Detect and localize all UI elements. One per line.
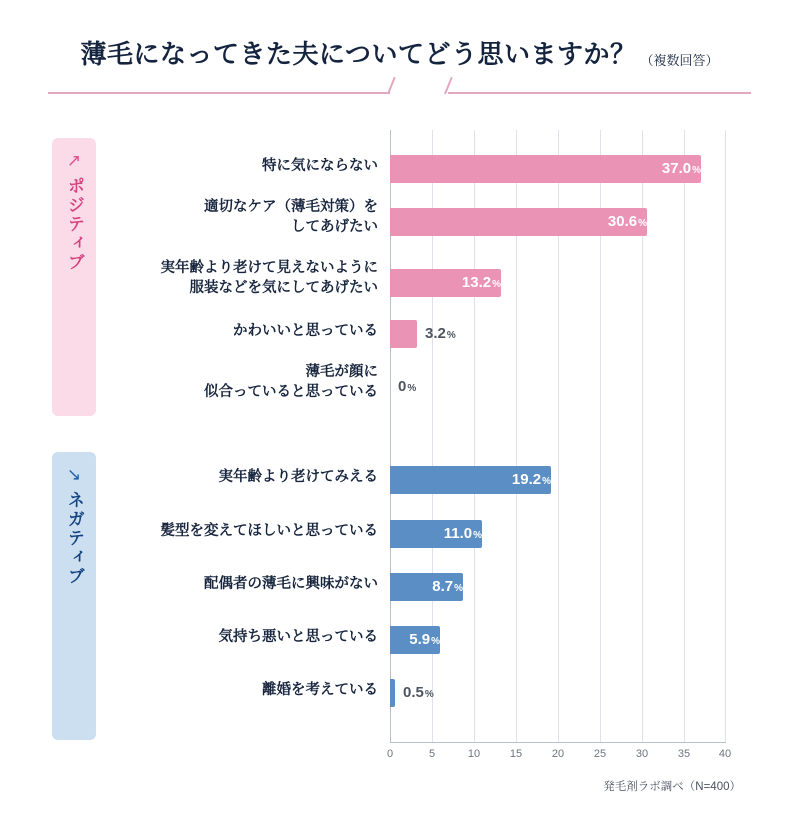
bar-0	[390, 155, 701, 183]
arrow-down-icon: ↘	[66, 465, 82, 484]
percent-sign: %	[424, 689, 434, 700]
bar-value-4: 0%	[398, 378, 417, 395]
divider-notch-left	[387, 77, 396, 94]
bar-9	[390, 679, 395, 707]
bar-value-5: 19.2%	[511, 471, 551, 488]
title-sub-text: （複数回答）	[640, 53, 719, 68]
xtick-30: 30	[635, 748, 649, 760]
arrow-up-icon: ↗	[66, 151, 82, 170]
table-row	[390, 679, 726, 707]
bar-label-7: 配偶者の薄毛に興味がない	[204, 576, 378, 592]
bar-label-5: 実年齢より老けてみえる	[218, 469, 378, 485]
bar-value-8: 5.9%	[409, 631, 440, 648]
xtick-0: 0	[386, 748, 394, 760]
table-row	[390, 373, 726, 401]
table-row	[390, 466, 726, 494]
bar-value-7: 8.7%	[432, 578, 463, 595]
table-row	[390, 626, 726, 654]
bar-value-6: 11.0%	[443, 525, 482, 542]
bar-label-9: 離婚を考えている	[262, 682, 378, 698]
percent-sign: %	[407, 383, 417, 394]
bar-label-6: 髪型を変えてほしいと思っている	[160, 523, 378, 539]
table-row	[390, 520, 726, 548]
divider-right-segment	[448, 92, 751, 94]
xtick-40: 40	[718, 748, 732, 760]
table-row	[390, 320, 726, 348]
xtick-15: 15	[509, 748, 523, 760]
title-main-text: 薄毛になってきた夫についてどう思いますか？	[80, 39, 637, 69]
group-label-negative: ネガティブ	[64, 491, 84, 586]
percent-sign: %	[431, 636, 440, 647]
bar-3	[390, 320, 417, 348]
bar-value-0: 37.0%	[661, 160, 701, 177]
table-row	[390, 269, 726, 297]
percent-sign: %	[492, 279, 501, 290]
xtick-35: 35	[677, 748, 691, 760]
x-axis-line	[390, 742, 726, 743]
percent-sign: %	[542, 476, 551, 487]
chart-header	[0, 0, 799, 100]
table-row	[390, 208, 726, 236]
bar-value-9: 0.5%	[403, 684, 434, 701]
bar-value-2: 13.2%	[461, 274, 501, 291]
group-label-positive: ポジティブ	[64, 177, 84, 272]
chart-area	[0, 100, 799, 800]
percent-sign: %	[454, 583, 463, 594]
bar-value-1: 30.6%	[607, 213, 647, 230]
header-divider	[48, 92, 751, 94]
percent-sign: %	[446, 330, 456, 341]
percent-sign: %	[692, 165, 701, 176]
bar-label-2: 実年齢より老けて見えないように 服装などを気にしてあげたい	[160, 260, 378, 296]
xtick-25: 25	[593, 748, 607, 760]
table-row	[390, 573, 726, 601]
percent-sign: %	[638, 218, 647, 229]
page-title	[0, 34, 799, 71]
bar-label-0: 特に気にならない	[262, 158, 378, 174]
bar-label-4: 薄毛が顔に 似合っていると思っている	[204, 364, 378, 400]
xtick-5: 5	[428, 748, 436, 760]
bar-label-1: 適切なケア（薄毛対策）を してあげたい	[204, 199, 378, 235]
xtick-20: 20	[551, 748, 565, 760]
xtick-10: 10	[467, 748, 481, 760]
percent-sign: %	[473, 530, 482, 541]
bar-value-3: 3.2%	[425, 325, 456, 342]
divider-left-segment	[48, 92, 390, 94]
bar-label-8: 気持ち悪いと思っている	[218, 629, 378, 645]
table-row	[390, 155, 726, 183]
bar-label-3: かわいいと思っている	[233, 323, 378, 339]
source-note: 発毛剤ラボ調べ（N=400）	[603, 781, 741, 793]
